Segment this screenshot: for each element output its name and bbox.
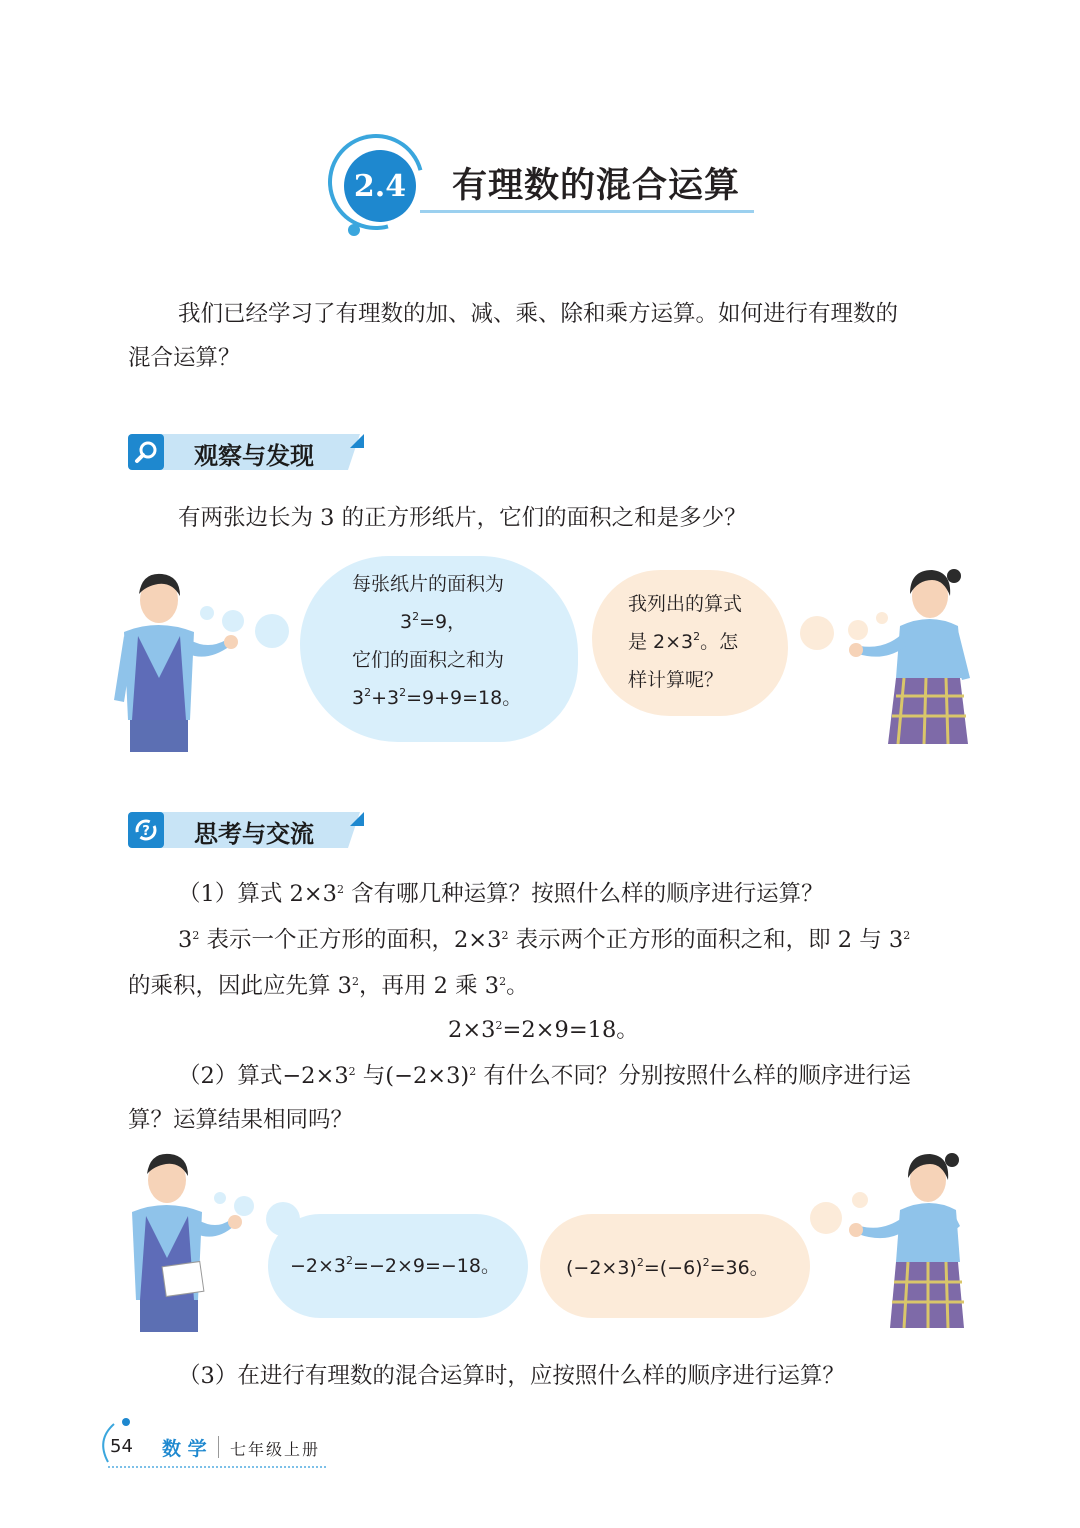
girl-cloud-2-text: $(-2\times 3)^2=(-6)^2=36$。: [566, 1256, 769, 1279]
girl-cloud-line-2: 是 $2\times 3^2$。怎: [628, 630, 739, 653]
boy-cloud-line-2: $3^2=9$，: [400, 610, 467, 633]
thought-dot-small: [200, 606, 214, 620]
girl-illustration: [846, 566, 976, 748]
boy-illustration-2: [116, 1150, 246, 1332]
heading-corner-triangle-2: [350, 812, 364, 826]
question-2-line-2: 算？运算结果相同吗？: [128, 1107, 354, 1133]
peach-dot-large-2: [810, 1202, 842, 1234]
boy-cloud-line-1: 每张纸片的面积为: [352, 573, 505, 595]
girl-cloud-line-3: 样计算呢？: [628, 669, 724, 691]
svg-text:?: ?: [142, 824, 150, 839]
think-icon: [128, 812, 164, 848]
observe-heading: 观察与发现: [194, 442, 314, 470]
intro-line-1: 我们已经学习了有理数的加、减、乘、除和乘方运算。如何进行有理数的: [178, 301, 899, 327]
page-number: 54: [110, 1436, 133, 1457]
boy-cloud-line-4: $3^2+3^2=9+9=18$。: [352, 686, 522, 709]
boy-cloud-2-text: $-2\times 3^2=-2\times 9=-18$。: [290, 1254, 500, 1277]
footer-subject: 数 学: [162, 1438, 207, 1460]
thought-dot-medium: [222, 610, 244, 632]
section-number-badge: 2.4: [344, 150, 416, 222]
answer-1-line-1: $3^2$ 表示一个正方形的面积，$2\times 3^2$ 表示两个正方形的面积之和，即 2 与 $3^2$: [178, 927, 911, 953]
heading-corner-triangle: [350, 434, 364, 448]
badge-dot: [348, 224, 360, 236]
answer-1-line-2: 的乘积，因此应先算 $3^2$，再用 2 乘 $3^2$。: [128, 973, 529, 999]
peach-dot-large: [800, 616, 834, 650]
footer-dotted-line: [108, 1466, 326, 1468]
footer-divider: [218, 1436, 219, 1458]
question-1: （1）算式 $2\times 3^2$ 含有哪几种运算？按照什么样的顺序进行运算？: [178, 881, 824, 907]
boy-cloud-line-3: 它们的面积之和为: [352, 649, 505, 671]
section-title: 有理数的混合运算: [452, 166, 741, 206]
question-3: （3）在进行有理数的混合运算时，应按照什么样的顺序进行运算？: [178, 1363, 845, 1389]
magnifier-icon: [128, 434, 164, 470]
intro-line-2: 混合运算？: [128, 345, 241, 371]
observe-question: 有两张边长为 3 的正方形纸片，它们的面积之和是多少？: [178, 505, 747, 531]
think-heading: 思考与交流: [194, 820, 314, 848]
thought-dot-medium-2: [234, 1196, 254, 1216]
question-2-line-1: （2）算式$-2\times 3^2$ 与$(-2\times 3)^2$ 有什么不同？分别按照什么样的顺序进行运: [178, 1063, 911, 1089]
answer-1-formula: $2\times 3^2=2\times 9=18$。: [448, 1017, 639, 1043]
thought-dot-small-2: [214, 1192, 226, 1204]
thought-dot-large: [255, 614, 289, 648]
title-underline: [420, 210, 754, 213]
girl-cloud-line-1: 我列出的算式: [628, 593, 743, 615]
footer-book: 七年级上册: [230, 1440, 321, 1459]
girl-illustration-2: [846, 1150, 976, 1332]
boy-illustration: [108, 570, 238, 752]
